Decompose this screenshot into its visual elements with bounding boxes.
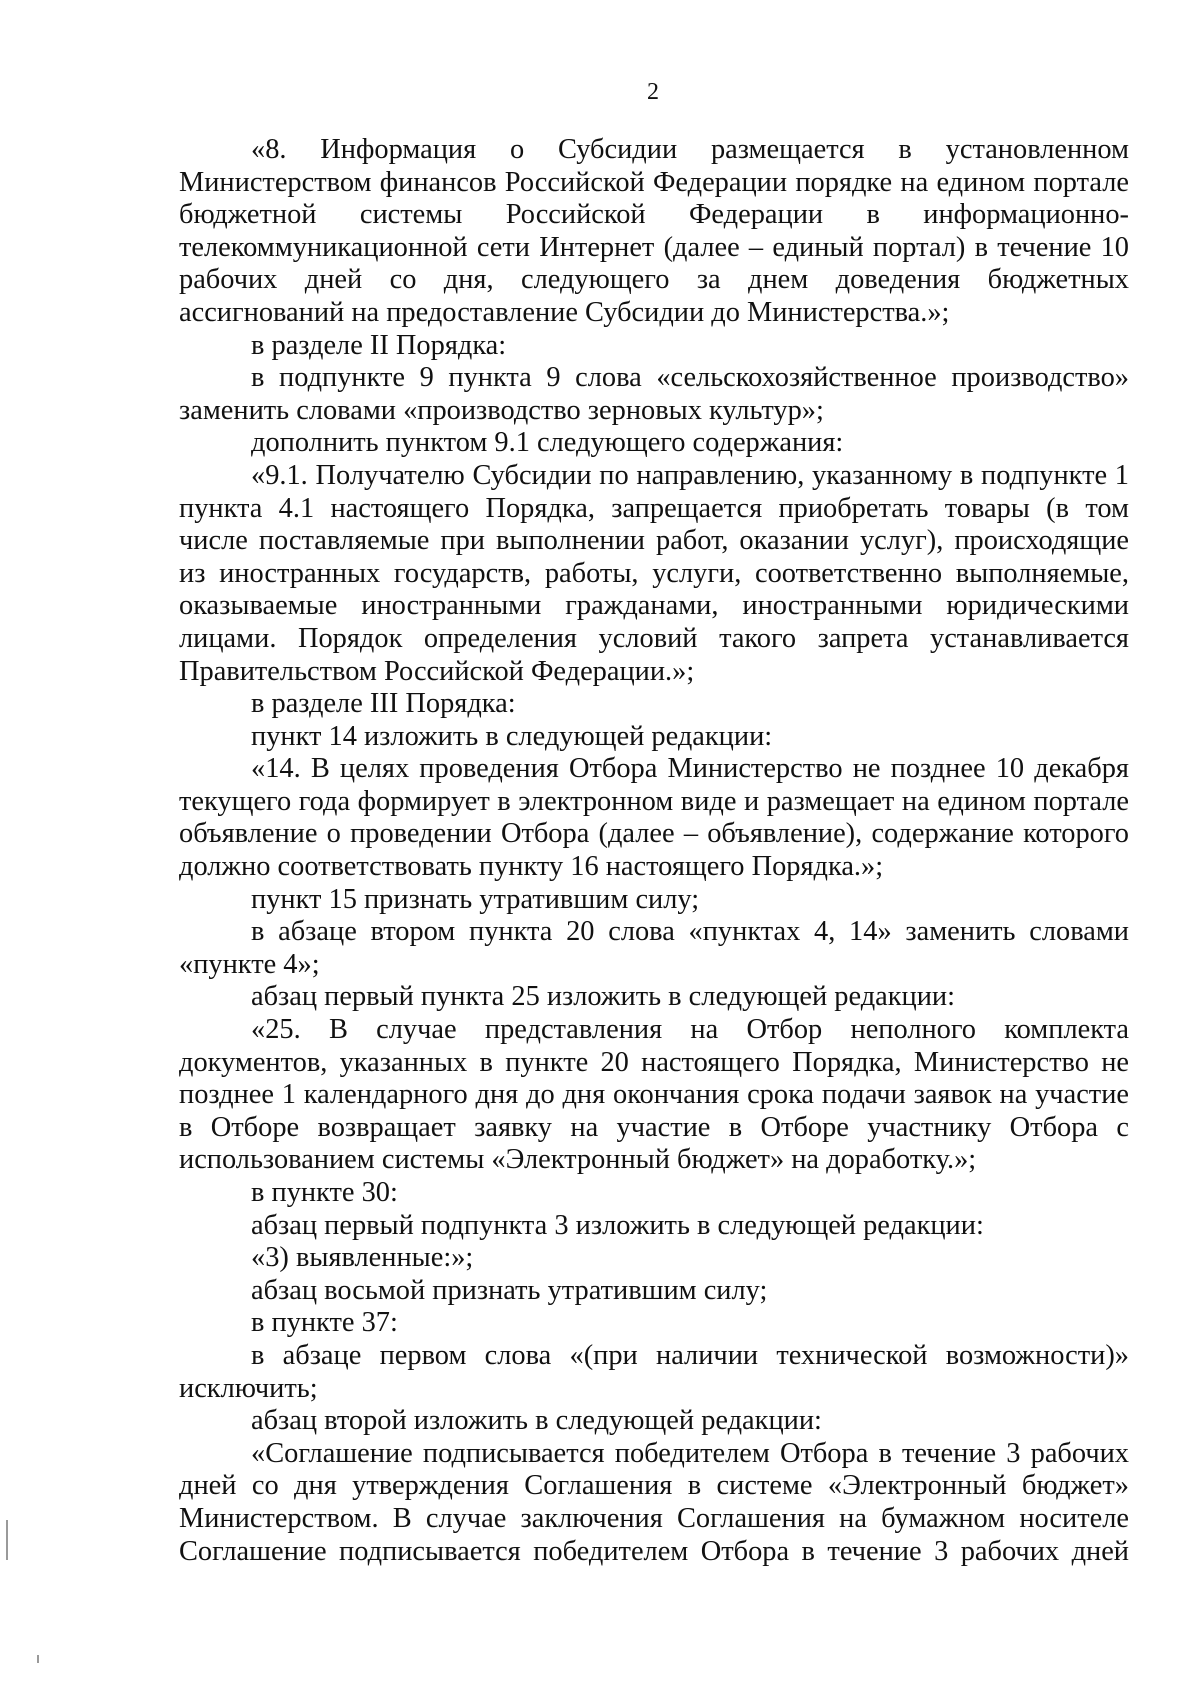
paragraph-clause-8: «8. Информация о Субсидии размещается в установленном Министерством финансов Российской Федерации порядке на едином портале бюджетной системы Российской Федерации в информационно-телекоммуникационной сети Интернет (далее – единый портал) в течение 10 рабочих дней со дня, следующего за днем доведения бюджетных ассигнований на предоставление Субсидии до Министерства.»; [179, 134, 1129, 328]
paragraph-clause-15: пункт 15 признать утратившим силу; [251, 883, 700, 915]
paragraph-clause-14: «14. В целях проведения Отбора Министерство не позднее 10 декабря текущего года формирует в электронном виде и размещает на едином портале объявление о проведении Отбора (далее – объявление), содержание которого должно соответствовать пункту 16 настоящего Порядка.»; [179, 753, 1129, 883]
document-body [179, 134, 1129, 1568]
paragraph-clause-25: «25. В случае представления на Отбор неполного комплекта документов, указанных в пункте 20 настоящего Порядка, Министерство не позднее 1 календарного дня до дня окончания срока подачи заявок на участие в Отборе возвращает заявку на участие в Отборе участнику Отбора с использованием системы «Электронный бюджет» на доработку.»; [179, 1014, 1129, 1176]
paragraph-clause-14-intro: пункт 14 изложить в следующей редакции: [251, 720, 773, 752]
paragraph-section-3: в разделе III Порядка: [251, 688, 516, 720]
page-number: 2 [647, 79, 659, 105]
paragraph-clause-20: в абзаце втором пункта 20 слова «пунктах 4, 14» заменить словами «пункте 4»; [179, 916, 1129, 980]
paragraph-subclause-3-intro: абзац первый подпункта 3 изложить в следующей редакции: [251, 1209, 984, 1241]
paragraph-section-2: в разделе II Порядка: [251, 329, 507, 361]
paragraph-subclause-9: в подпункте 9 пункта 9 слова «сельскохозяйственное производство» заменить словами «производство зерновых культур»; [179, 362, 1129, 426]
scan-edge-mark [6, 1520, 8, 1560]
paragraph-subclause-3: «3) выявленные:»; [251, 1242, 474, 1274]
paragraph-add-9-1: дополнить пунктом 9.1 следующего содержания: [251, 427, 844, 459]
paragraph-second-abzac-intro: абзац второй изложить в следующей редакции: [251, 1405, 822, 1437]
paragraph-clause-30: в пункте 30: [251, 1177, 398, 1208]
paragraph-clause-37: в пункте 37: [251, 1307, 398, 1339]
paragraph-clause-25-intro: абзац первый пункта 25 изложить в следующей редакции: [251, 981, 956, 1013]
paragraph-eighth-abzac: абзац восьмой признать утратившим силу; [251, 1274, 768, 1306]
paragraph-agreement: «Соглашение подписывается победителем Отбора в течение 3 рабочих дней со дня утверждения Соглашения в системе «Электронный бюджет» Министерством. В случае заключения Соглашения на бумажном носителе Соглашение подписывается победителем Отбора в течение 3 рабочих дней [179, 1437, 1129, 1567]
scan-edge-mark [37, 1655, 39, 1663]
paragraph-clause-9-1: «9.1. Получателю Субсидии по направлению, указанному в подпункте 1 пункта 4.1 настоящего Порядка, запрещается приобретать товары (в том числе поставляемые при выполнении работ, оказании услуг), происходящие из иностранных государств, работы, услуги, соответственно выполняемые, оказываемые иностранными гражданами, иностранными юридическими лицами. Порядок определения условий такого запрета устанавливается Правительством Российской Федерации.»; [179, 459, 1129, 687]
paragraph-first-abzac: в абзаце первом слова «(при наличии технической возможности)» исключить; [179, 1339, 1129, 1404]
